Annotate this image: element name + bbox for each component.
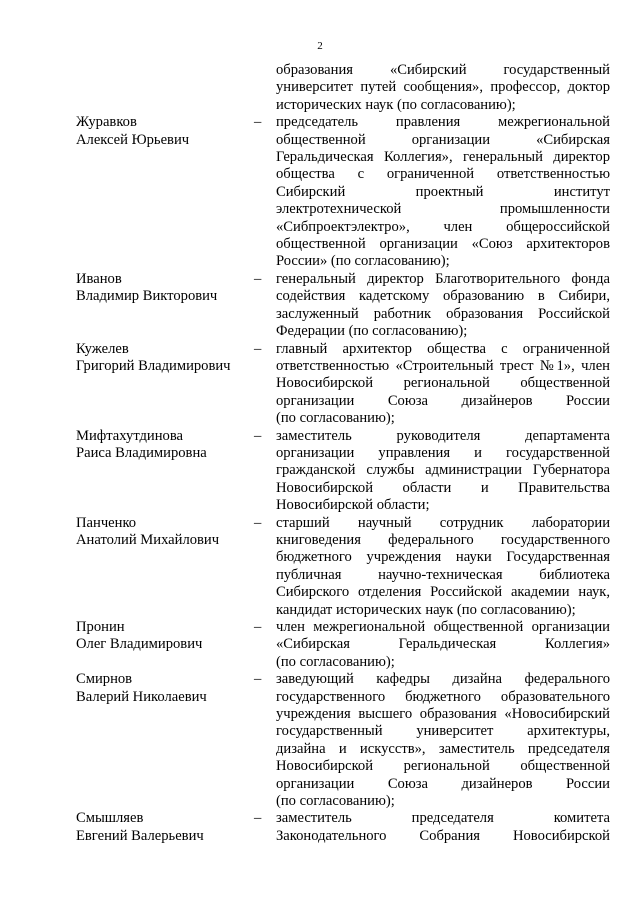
member-surname: Панченко [76, 514, 137, 531]
description-line: бюджетного учреждения науки Государственная [276, 549, 610, 566]
member-given-name: Григорий Владимирович [76, 357, 231, 374]
description-line: Новосибирской области; [276, 497, 430, 514]
description-line: главный архитектор общества с ограниченной [276, 340, 610, 357]
commission-member-list [0, 62, 640, 845]
member-description [276, 810, 610, 845]
member-name [76, 619, 252, 654]
description-line: государственного бюджетного образовательного [276, 688, 610, 705]
member-description [276, 271, 610, 341]
member-entry [0, 515, 640, 619]
member-entry [0, 671, 640, 810]
member-given-name: Евгений Валерьевич [76, 827, 204, 844]
description-line: России» (по согласованию); [276, 253, 450, 270]
description-line: (по согласованию); [276, 653, 395, 670]
member-given-name: Владимир Викторович [76, 288, 218, 305]
dash-separator: – [254, 114, 262, 131]
description-line: общественной организации «Союз архитекторов [276, 236, 610, 253]
description-line: (по согласованию); [276, 793, 395, 810]
description-line: старший научный сотрудник лаборатории [276, 514, 610, 531]
member-description [276, 619, 610, 671]
description-line: заместитель руководителя департамента [276, 427, 610, 444]
description-line: общества с ограниченной ответственностью [276, 166, 610, 183]
member-description [276, 515, 610, 619]
member-description [276, 114, 610, 271]
member-entry [0, 341, 640, 428]
description-line: дизайна и искусств», заместитель председателя [276, 740, 610, 757]
description-line: содействия кадетскому образованию в Сибири, [276, 288, 610, 305]
description-line: член межрегиональной общественной организации [276, 619, 610, 635]
description-line: генеральный директор Благотворительного фонда [276, 270, 610, 287]
description-line: (по согласованию); [276, 410, 395, 427]
dash-separator: – [254, 810, 262, 827]
member-description [276, 428, 610, 515]
member-given-name: Алексей Юрьевич [76, 131, 190, 148]
member-entry [0, 114, 640, 271]
member-description [276, 341, 610, 428]
description-line: организации Союза дизайнеров России [276, 392, 610, 409]
member-given-name: Раиса Владимировна [76, 444, 207, 461]
member-name [76, 810, 252, 845]
dash-separator: – [254, 671, 262, 688]
member-name [76, 114, 252, 149]
member-surname: Мифтахутдинова [76, 427, 184, 444]
description-line: «Сибирская Геральдическая Коллегия» [276, 636, 610, 653]
description-line: университет путей сообщения», профессор, доктор [276, 79, 610, 96]
dash-separator: – [254, 514, 262, 531]
member-description [276, 671, 610, 810]
member-name [76, 341, 252, 376]
description-line: заведующий кафедры дизайна федерального [276, 671, 610, 688]
description-line: Законодательного Собрания Новосибирской [276, 827, 610, 844]
member-entry [0, 619, 640, 671]
description-line: государственный университет архитектуры, [276, 723, 610, 740]
description-line: образования «Сибирский государственный [276, 62, 610, 78]
member-name [76, 671, 252, 706]
member-entry [0, 428, 640, 515]
description-line: Сибирского отделения Российской академии наук, [276, 584, 610, 601]
member-name [76, 428, 252, 463]
description-line: организации Союза дизайнеров России [276, 775, 610, 792]
member-entry [0, 810, 640, 845]
description-line: «Сибпроектэлектро», член общероссийской [276, 218, 610, 235]
member-given-name: Анатолий Михайлович [76, 531, 220, 548]
description-line: заслуженный работник образования Российской [276, 305, 610, 322]
description-line: Сибирский проектный институт [276, 183, 610, 200]
description-line: председатель правления межрегиональной [276, 114, 610, 131]
description-line: Новосибирской области и Правительства [276, 479, 610, 496]
member-name [76, 515, 252, 550]
description-line: книговедения федерального государственного [276, 531, 610, 548]
member-surname: Иванов [76, 270, 122, 287]
description-line: учреждения высшего образования «Новосибирский [276, 706, 610, 723]
description-line: Новосибирской региональной общественной [276, 375, 610, 392]
member-description [276, 62, 610, 114]
member-surname: Смирнов [76, 671, 133, 688]
description-line: заместитель председателя комитета [276, 810, 610, 827]
continuation-entry [0, 62, 640, 114]
member-surname: Пронин [76, 619, 125, 635]
description-line: исторических наук (по согласованию); [276, 96, 516, 113]
member-surname: Кужелев [76, 340, 129, 357]
description-line: Федерации (по согласованию); [276, 323, 468, 340]
description-line: Геральдическая Коллегия», генеральный директор [276, 149, 610, 166]
description-line: Новосибирской региональной общественной [276, 758, 610, 775]
dash-separator: – [254, 427, 262, 444]
description-line: электротехнической промышленности [276, 201, 610, 218]
description-line: организации управления и государственной [276, 444, 610, 461]
dash-separator: – [254, 619, 262, 635]
description-line: общественной организации «Сибирская [276, 131, 610, 148]
member-surname: Смышляев [76, 810, 144, 827]
dash-separator: – [254, 270, 262, 287]
member-surname: Журавков [76, 114, 137, 131]
member-given-name: Олег Владимирович [76, 636, 203, 653]
member-entry [0, 271, 640, 341]
description-line: ответственностью «Строительный трест №1», член [276, 357, 610, 374]
dash-separator: – [254, 340, 262, 357]
description-line: гражданской службы администрации Губернатора [276, 462, 610, 479]
description-line: публичная научно-техническая библиотека [276, 566, 610, 583]
page-number: 2 [317, 40, 323, 52]
member-given-name: Валерий Николаевич [76, 688, 207, 705]
member-name [76, 271, 252, 306]
description-line: кандидат исторических наук (по согласованию); [276, 601, 576, 618]
